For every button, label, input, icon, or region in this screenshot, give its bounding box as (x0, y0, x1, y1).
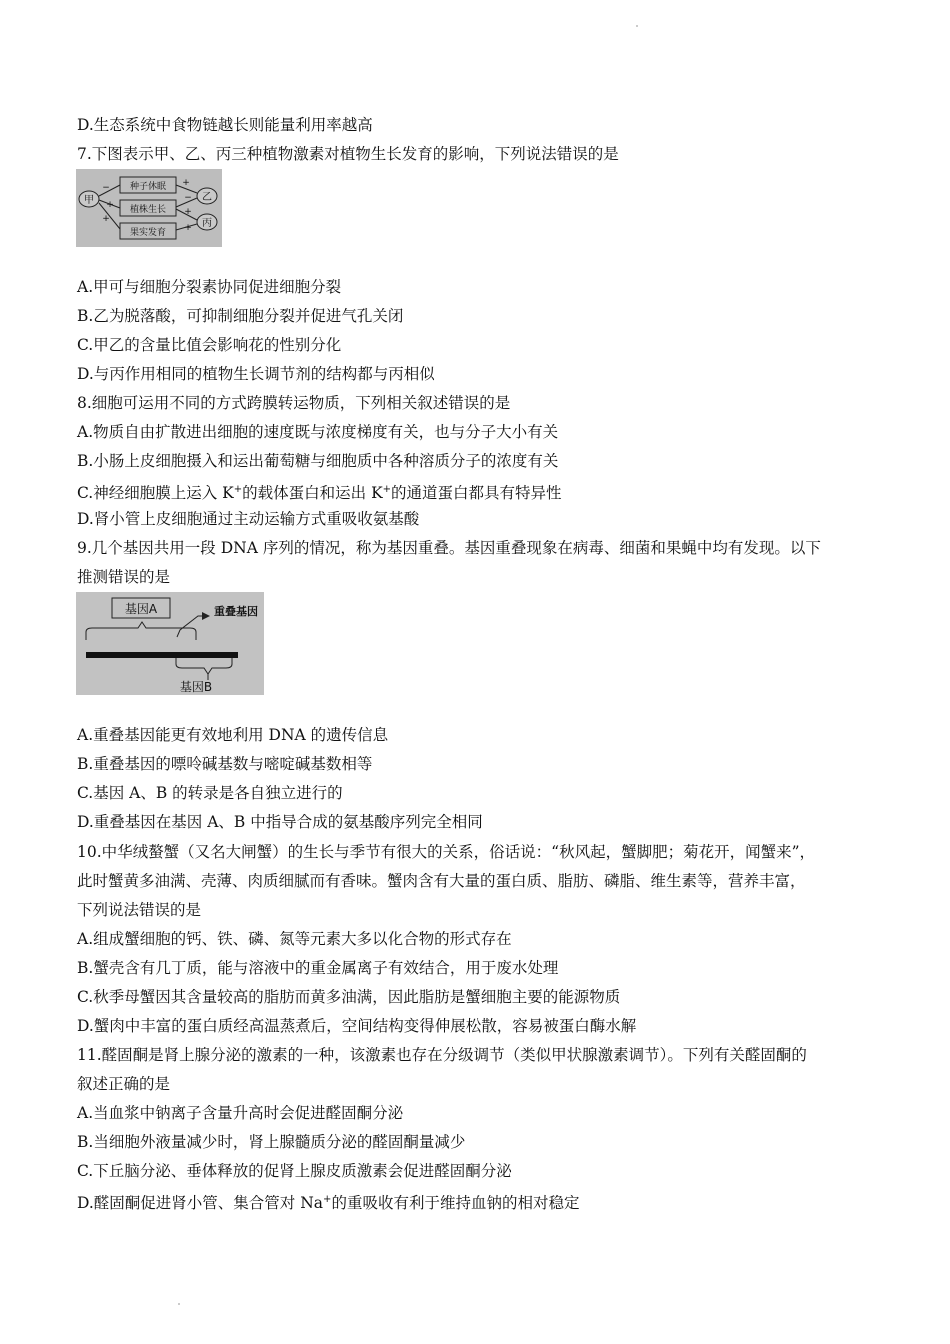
node-jia: 甲 (84, 195, 94, 206)
node-yi: 乙 (202, 192, 212, 203)
sign-minus-left: − (102, 183, 110, 193)
figure-hormone-diagram (76, 169, 222, 247)
box-seed-dormancy: 种子休眠 (129, 182, 167, 192)
q8c-text-2: 的载体蛋白和运出 K (242, 484, 383, 502)
figure-overlapping-genes (76, 592, 264, 695)
q11-stem-line2: 叙述正确的是 (77, 1075, 171, 1093)
q10-stem-line2: 此时蟹黄多油满、壳薄、肉质细腻而有香味。蟹肉含有大量的蛋白质、脂肪、磷脂、维生素等，营养丰富， (77, 872, 806, 890)
q9-option-c: C.基因 A、B 的转录是各自独立进行的 (77, 784, 343, 802)
q6-option-d: D.生态系统中食物链越长则能量利用率越高 (77, 116, 373, 134)
q8c-text-1: C.神经细胞膜上运入 K (77, 484, 234, 502)
q8-option-d: D.肾小管上皮细胞通过主动运输方式重吸收氨基酸 (77, 510, 420, 528)
q10-stem-line3: 下列说法错误的是 (77, 901, 202, 919)
q9-option-a: A.重叠基因能更有效地利用 DNA 的遗传信息 (77, 726, 389, 744)
q10-option-c: C.秋季母蟹因其含量较高的脂肪而黄多油满，因此脂肪是蟹细胞主要的能源物质 (77, 988, 621, 1006)
q7-option-a: A.甲可与细胞分裂素协同促进细胞分裂 (77, 278, 342, 296)
sign-plus-left: + (102, 214, 110, 224)
q10-stem-line1: 10.中华绒螯蟹（又名大闸蟹）的生长与季节有很大的关系，俗话说：“秋风起，蟹脚肥；菊花开，闻蟹来”， (77, 843, 816, 861)
label-gene-b: 基因B (179, 680, 213, 694)
q10-option-a: A.组成蟹细胞的钙、铁、磷、氮等元素大多以化合物的形式存在 (77, 930, 512, 948)
sign-plus-right: + (182, 178, 190, 188)
superscript-plus: + (323, 1194, 332, 1205)
q11-stem-line1: 11.醛固酮是肾上腺分泌的激素的一种，该激素也存在分级调节（类似甲状腺激素调节）。下列有关醛固酮的 (77, 1046, 807, 1064)
box-fruit-development: 果实发育 (129, 228, 167, 238)
sign-plus-right: + (184, 223, 192, 233)
sign-plus-left: + (106, 200, 114, 210)
q10-option-b: B.蟹壳含有几丁质，能与溶液中的重金属离子有效结合，用于废水处理 (77, 959, 559, 977)
gene-diagram-svg (76, 592, 264, 695)
scan-speck (178, 1303, 180, 1305)
q9-option-d: D.重叠基因在基因 A、B 中指导合成的氨基酸序列完全相同 (77, 813, 483, 831)
q8-option-b: B.小肠上皮细胞摄入和运出葡萄糖与细胞质中各种溶质分子的浓度有关 (77, 452, 559, 470)
q11-option-b: B.当细胞外液量减少时，肾上腺髓质分泌的醛固酮量减少 (77, 1133, 466, 1151)
q8-stem: 8.细胞可运用不同的方式跨膜转运物质，下列相关叙述错误的是 (77, 394, 511, 412)
q7-option-b: B.乙为脱落酸，可抑制细胞分裂并促进气孔关闭 (77, 307, 404, 325)
q11-option-a: A.当血浆中钠离子含量升高时会促进醛固酮分泌 (77, 1104, 404, 1122)
q10-option-d: D.蟹肉中丰富的蛋白质经高温蒸煮后，空间结构变得伸展松散，容易被蛋白酶水解 (77, 1017, 637, 1035)
q7-option-c: C.甲乙的含量比值会影响花的性别分化 (77, 336, 342, 354)
scan-speck (636, 25, 638, 27)
q7-stem: 7.下图表示甲、乙、丙三种植物激素对植物生长发育的影响，下列说法错误的是 (77, 145, 619, 163)
label-gene-a: 基因A (124, 602, 158, 616)
q8c-text-3: 的通道蛋白都具有特异性 (391, 484, 562, 502)
label-overlapping-gene: 重叠基因 (214, 605, 258, 618)
q11-option-c: C.下丘脑分泌、垂体释放的促肾上腺皮质激素会促进醛固酮分泌 (77, 1162, 512, 1180)
q9-stem-line2: 推测错误的是 (77, 568, 171, 586)
q11d-text-1: D.醛固酮促进肾小管、集合管对 Na (77, 1194, 324, 1212)
arrow-head (202, 612, 210, 620)
hormone-diagram-svg (76, 169, 222, 247)
q7-option-d: D.与丙作用相同的植物生长调节剂的结构都与丙相似 (77, 365, 435, 383)
q8-option-a: A.物质自由扩散进出细胞的速度既与浓度梯度有关，也与分子大小有关 (77, 423, 559, 441)
q9-stem-line1: 9.几个基因共用一段 DNA 序列的情况，称为基因重叠。基因重叠现象在病毒、细菌和果蝇中均有发现。以下 (77, 539, 821, 557)
node-bing: 丙 (202, 218, 212, 229)
q8-option-c (77, 480, 562, 503)
q11d-text-2: 的重吸收有利于维持血钠的相对稳定 (331, 1194, 580, 1212)
sign-plus-right: + (184, 207, 192, 217)
box-plant-growth: 植株生长 (129, 205, 167, 215)
q9-option-b: B.重叠基因的嘌呤碱基数与嘧啶碱基数相等 (77, 755, 373, 773)
superscript-plus: + (233, 484, 243, 495)
q11-option-d (77, 1190, 579, 1213)
superscript-plus: + (382, 484, 392, 495)
sign-minus-right: − (184, 193, 192, 203)
dna-strand (86, 652, 238, 658)
